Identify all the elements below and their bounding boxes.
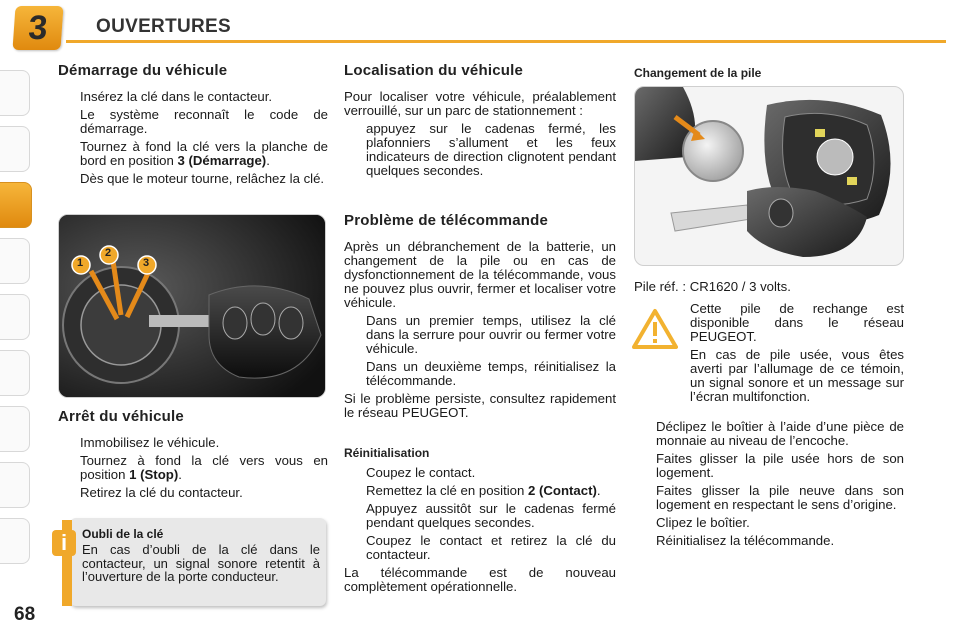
list-item <box>634 420 904 448</box>
chapter-tab[interactable] <box>0 70 30 116</box>
list-item <box>58 486 328 500</box>
header-rule <box>66 40 946 43</box>
bullet-text: Appuyez aussitôt sur le cadenas fermé pendant quelques secondes. <box>366 501 616 530</box>
list-item <box>58 172 328 186</box>
info-box-text: En cas d’oubli de la clé dans le contacteur, un signal sonore retentit à l’ouverture de la porte conducteur. <box>82 542 320 585</box>
paragraph: Pour localiser votre véhicule, préalablement verrouillé, sur un parc de stationnement : <box>344 89 616 118</box>
list-item <box>58 454 328 482</box>
bullet-text-end: . <box>266 153 270 168</box>
chapter-tab[interactable] <box>0 238 30 284</box>
list-item <box>634 484 904 512</box>
bullet-text: Tournez à fond la clé vers la planche de bord en position <box>80 139 328 168</box>
bullet-text-end: . <box>178 467 182 482</box>
battery-change-photo <box>634 86 904 266</box>
position-label: 1 (Stop) <box>129 467 179 482</box>
chapter-tab[interactable] <box>0 350 30 396</box>
probleme-section <box>344 214 616 420</box>
reinit-section <box>344 446 616 594</box>
paragraph: La télécommande est de nouveau complètement opérationnelle. <box>344 565 616 594</box>
bullet-text: Coupez le contact et retirez la clé du contacteur. <box>366 533 616 562</box>
position-3-label: 3 <box>143 257 150 269</box>
bullet-text: Insérez la clé dans le contacteur. <box>80 89 273 104</box>
paragraph: Après un débranchement de la batterie, un changement de la pile ou en cas de dysfonctionnement de la télécommande, vous ne pouvez plus ouvrir, fermer et localiser votre véhicule. <box>344 239 616 310</box>
bullet-text: Réinitialisez la télécommande. <box>656 533 835 548</box>
demarrage-section <box>58 64 328 186</box>
chapter-tab[interactable] <box>0 126 30 172</box>
info-box-title: Oubli de la clé <box>82 527 164 541</box>
section-title: Localisation du véhicule <box>344 62 524 79</box>
bullet-text: Dans un deuxième temps, réinitialisez la télécommande. <box>366 359 616 388</box>
bullet-text: Remettez la clé en position <box>366 483 528 498</box>
bullet-text: Faites glisser la pile usée hors de son logement. <box>656 451 904 480</box>
ignition-key-photo <box>58 214 326 398</box>
position-label: 3 (Démarrage) <box>177 153 267 168</box>
list-item <box>344 534 616 562</box>
chapter-badge <box>12 6 63 50</box>
pile-section-title <box>634 66 904 80</box>
list-item <box>634 516 904 530</box>
pile-steps <box>634 420 904 548</box>
bullet-text: Coupez le contact. <box>366 465 476 480</box>
list-item <box>58 436 328 450</box>
list-item <box>634 452 904 480</box>
battery-reference: Pile réf. : CR1620 / 3 volts. <box>634 279 791 294</box>
page-title: OUVERTURES <box>96 16 231 37</box>
section-title: Démarrage du véhicule <box>58 62 228 79</box>
position-2-label: 2 <box>105 247 112 259</box>
chapter-tab[interactable] <box>0 462 30 508</box>
bullet-text: Immobilisez le véhicule. <box>80 435 220 450</box>
pile-ref <box>634 280 904 294</box>
paragraph: Le système reconnaît le code de démarrage. <box>80 107 328 136</box>
bullet-text: Retirez la clé du contacteur. <box>80 485 243 500</box>
page-header <box>0 0 960 52</box>
warning-section <box>690 302 904 404</box>
section-title: Arrêt du véhicule <box>58 408 184 425</box>
list-item <box>58 140 328 168</box>
bullet-text: Faites glisser la pile neuve dans son logement en respectant le sens d’origine. <box>656 483 904 512</box>
chapter-number: 3 <box>27 9 49 47</box>
position-1-label: 1 <box>77 257 84 269</box>
warning-text: Cette pile de rechange est disponible dans le réseau PEUGEOT. <box>690 301 904 344</box>
bullet-text: Clipez le boîtier. <box>656 515 750 530</box>
list-item <box>58 90 328 104</box>
bullet-text: Dans un premier temps, utilisez la clé dans la serrure pour ouvrir ou fermer votre véhicule. <box>366 313 616 356</box>
bullet-text: Déclipez le boîtier à l’aide d’une pièce de monnaie au niveau de l’encoche. <box>656 419 904 448</box>
list-item <box>344 466 616 480</box>
chapter-tab-active[interactable] <box>0 182 32 228</box>
warning-text: En cas de pile usée, vous êtes averti par l’allumage de ce témoin, un signal sonore et un message sur l’écran multifonction. <box>690 347 904 404</box>
bullet-text: Tournez à fond la clé vers vous en position <box>80 453 328 482</box>
chapter-tab[interactable] <box>0 406 30 452</box>
bullet-text: Dès que le moteur tourne, relâchez la clé. <box>80 171 325 186</box>
chapter-tab[interactable] <box>0 518 30 564</box>
bullet-text: appuyez sur le cadenas fermé, les plafonniers s’allument et les feux indicateurs de direction clignotent pendant quelques secondes. <box>366 121 616 178</box>
chapter-tab[interactable] <box>0 294 30 340</box>
section-title: Problème de télécommande <box>344 212 549 229</box>
bullet-text-end: . <box>596 483 601 498</box>
list-item <box>344 360 616 388</box>
subsection-title: Réinitialisation <box>344 446 430 460</box>
info-icon: i <box>52 530 76 556</box>
list-item <box>344 502 616 530</box>
paragraph: Si le problème persiste, consultez rapidement le réseau PEUGEOT. <box>344 391 616 420</box>
position-label: 2 (Contact) <box>528 483 597 498</box>
list-item <box>344 122 616 178</box>
subsection-title: Changement de la pile <box>634 66 762 80</box>
list-item <box>344 484 616 498</box>
arret-section <box>58 410 328 500</box>
warning-icon <box>632 308 678 350</box>
localisation-section <box>344 64 616 178</box>
list-item <box>634 534 904 548</box>
list-item <box>344 314 616 356</box>
page-number: 68 <box>14 604 36 625</box>
chapter-tabs <box>0 70 36 590</box>
